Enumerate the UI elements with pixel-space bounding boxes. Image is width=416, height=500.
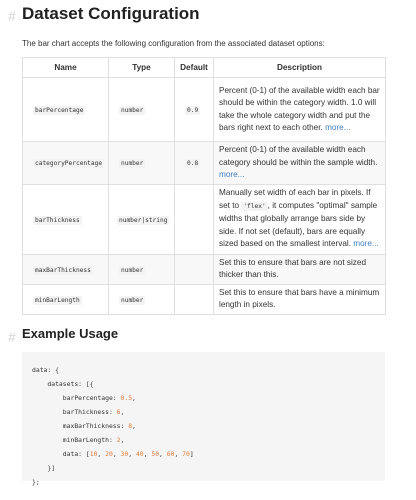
code-line [32, 464, 55, 472]
code-punct: , [97, 450, 106, 458]
code-line [32, 366, 59, 374]
description-text: Set this to ensure that bars are not sized thicker than this. [219, 257, 367, 279]
code-number: 2 [116, 436, 121, 444]
code-number: 6 [116, 408, 121, 416]
description-text-continued: , it computes "optimal" sample widths that globally arrange bars side by side. If not set (default), bars are equally sized based on the smallest interval. [219, 200, 378, 249]
code-number: 8 [128, 422, 133, 430]
option-name: barPercentage [35, 107, 84, 114]
page-title: Dataset Configuration [22, 4, 200, 23]
code-line [32, 394, 136, 402]
intro-text: The bar chart accepts the following configuration from the associated dataset options: [22, 39, 325, 48]
option-name-cell [23, 184, 109, 254]
description-text: Percent (0-1) of the available width each bar should be within the category width. 1.0 will take the whole category width and put the bars right next to each other. [219, 85, 380, 132]
code-line [32, 450, 194, 458]
description-text: Manually set width of each bar in pixels. If set to [219, 188, 371, 210]
option-default-cell [175, 254, 214, 284]
code-number: 40 [135, 450, 144, 458]
code-line [32, 478, 40, 486]
flex-code: 'flex' [243, 202, 266, 210]
code-line [32, 380, 94, 388]
code-number: 70 [182, 450, 190, 458]
table-row [23, 184, 386, 254]
code-line [32, 436, 124, 444]
table-row [23, 284, 386, 314]
option-type-cell [109, 254, 175, 284]
more-link[interactable]: more... [325, 123, 351, 132]
option-type: number|string [119, 216, 168, 224]
code-line [32, 408, 124, 416]
option-description [214, 254, 386, 284]
code-number: 20 [105, 450, 113, 458]
option-description [214, 184, 386, 254]
section-title: Example Usage [22, 326, 119, 341]
option-default-cell [175, 78, 214, 142]
code-punct: , [128, 450, 136, 458]
code-number: 0.5 [120, 394, 133, 402]
option-default: 0.9 [187, 107, 199, 114]
code-text: }] [32, 464, 56, 472]
code-block [22, 352, 385, 486]
option-default: 0.8 [187, 160, 199, 168]
code-number: 60 [166, 450, 175, 458]
code-number: 10 [89, 450, 98, 458]
code-text: datasets: [{ [32, 380, 94, 388]
description-text: Percent (0-1) of the available width each category should be within the sample width. [219, 145, 378, 167]
code-text: }; [32, 478, 40, 486]
option-default-cell [175, 184, 214, 254]
option-type-cell [109, 284, 175, 314]
code-key: minBarLength: [32, 436, 117, 444]
code-punct: , [132, 422, 136, 430]
option-type: number [121, 266, 144, 274]
option-name: barThickness [35, 216, 80, 224]
code-key: maxBarThickness: [32, 422, 129, 430]
option-type: number [121, 160, 144, 168]
table-header-row [23, 58, 386, 78]
table-row [23, 254, 386, 284]
code-punct: , [159, 450, 167, 458]
code-punct: , [143, 450, 152, 458]
option-description [214, 142, 386, 185]
option-name: minBarLength [35, 296, 80, 304]
column-header: Type [109, 58, 175, 78]
option-name: categoryPercentage [35, 160, 103, 168]
code-punct: , [120, 408, 125, 416]
option-description [214, 78, 386, 142]
column-header: Description [214, 58, 386, 78]
column-header: Name [23, 58, 109, 78]
option-type-cell [109, 78, 175, 142]
code-punct: , [120, 436, 125, 444]
option-name-cell [23, 142, 109, 185]
option-name-cell [23, 254, 109, 284]
option-type-cell [109, 142, 175, 185]
more-link[interactable]: more... [219, 170, 245, 179]
code-line [32, 422, 136, 430]
code-key: barThickness: [32, 408, 117, 416]
code-punct: , [112, 450, 121, 458]
anchor-icon[interactable]: # [8, 8, 16, 24]
option-type: number [121, 296, 144, 304]
table-row [23, 78, 386, 142]
code-number: 30 [120, 450, 129, 458]
option-name: maxBarThickness [35, 266, 91, 274]
code-text: data: { [32, 366, 59, 374]
code-punct: , [132, 394, 136, 402]
code-punct: , [174, 450, 183, 458]
column-header: Default [175, 58, 214, 78]
option-default-cell [175, 142, 214, 185]
more-link[interactable]: more... [353, 239, 379, 249]
option-name-cell [23, 284, 109, 314]
option-type: number [121, 107, 144, 114]
anchor-icon[interactable]: # [8, 329, 16, 345]
option-name-cell [23, 78, 109, 142]
option-default-cell [175, 284, 214, 314]
code-punct: ] [189, 450, 194, 458]
dataset-options-table [22, 57, 386, 315]
option-type-cell [109, 184, 175, 254]
code-number: 50 [151, 450, 160, 458]
description-text: Set this to ensure that bars have a minimum length in pixels. [219, 287, 380, 309]
table-row [23, 142, 386, 185]
code-key: barPercentage: [32, 394, 121, 402]
option-description [214, 284, 386, 314]
code-key: data: [ [32, 450, 90, 458]
